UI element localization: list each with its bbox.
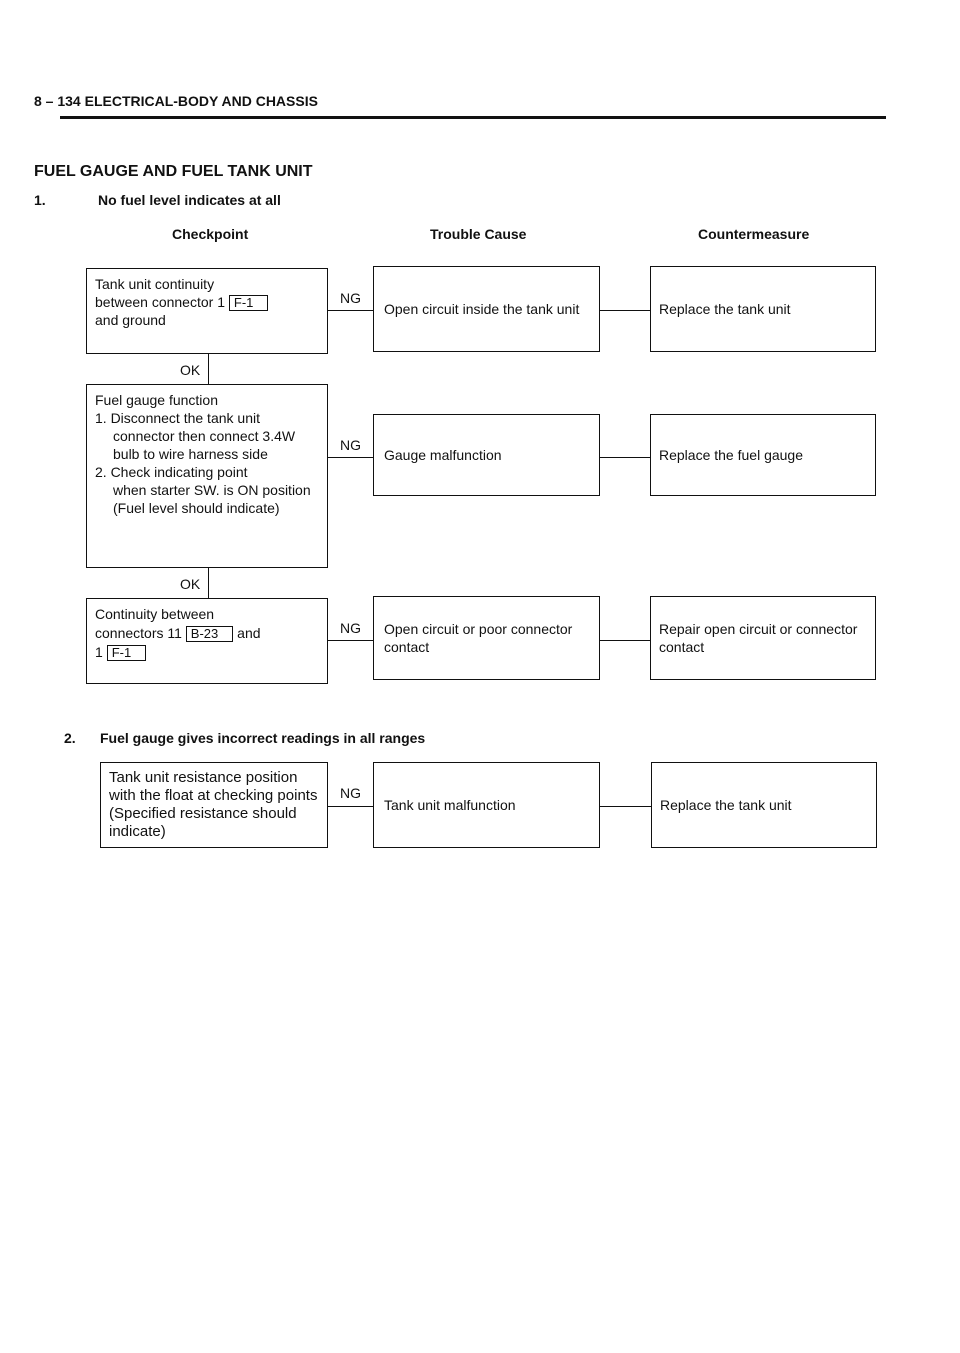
ng-label: NG — [340, 290, 361, 306]
page-header: 8 – 134 ELECTRICAL-BODY AND CHASSIS — [34, 93, 318, 109]
connector-line — [328, 640, 374, 641]
checkpoint-text: 2. Check indicating point — [95, 464, 248, 480]
connector-line — [328, 806, 374, 807]
cause-box-open-circuit-poor-contact: Open circuit or poor connector contact — [373, 596, 600, 680]
section-2-heading — [64, 730, 664, 750]
connector-line — [600, 640, 650, 641]
checkpoint-box-continuity-connectors — [86, 598, 328, 684]
ok-connector-line — [208, 568, 209, 598]
connector-line — [600, 457, 650, 458]
cause-box-gauge-malfunction: Gauge malfunction — [373, 414, 600, 496]
countermeasure-box-replace-gauge: Replace the fuel gauge — [650, 414, 876, 496]
checkpoint-box-tank-continuity — [86, 268, 328, 354]
checkpoint-box-fuel-gauge-function — [86, 384, 328, 568]
ok-connector-line — [208, 354, 209, 384]
checkpoint-box-tank-resistance: Tank unit resistance position with the float at checking points (Specified resistance should indicate) — [100, 762, 328, 848]
ng-label: NG — [340, 437, 361, 453]
document-title: FUEL GAUGE AND FUEL TANK UNIT — [34, 163, 313, 180]
section-1-heading — [34, 192, 634, 212]
section-2-number: 2. — [64, 730, 76, 746]
column-trouble-cause: Trouble Cause — [430, 226, 527, 242]
section-1-number: 1. — [34, 192, 46, 208]
checkpoint-text: when starter SW. is ON position (Fuel level should indicate) — [113, 482, 311, 516]
column-countermeasure: Countermeasure — [698, 226, 810, 242]
checkpoint-text: Tank unit continuity — [95, 276, 215, 292]
checkpoint-text: 1. Disconnect the tank unit — [95, 410, 260, 426]
ok-label: OK — [180, 576, 201, 592]
connector-line — [600, 806, 652, 807]
checkpoint-text: 1 — [95, 644, 103, 660]
section-2-title: Fuel gauge gives incorrect readings in all ranges — [100, 730, 426, 746]
column-checkpoint: Checkpoint — [172, 226, 249, 242]
connector-ref-badge: F-1 — [229, 295, 269, 311]
connector-line — [600, 310, 650, 311]
connector-ref-badge: B-23 — [186, 626, 233, 642]
connector-line — [328, 457, 374, 458]
checkpoint-text: between connector 1 — [95, 294, 225, 310]
countermeasure-box-replace-tank-2: Replace the tank unit — [651, 762, 877, 848]
connector-ref-badge: F-1 — [107, 645, 147, 661]
cause-box-open-circuit-tank: Open circuit inside the tank unit — [373, 266, 600, 352]
checkpoint-text: Continuity between — [95, 606, 215, 622]
connector-line — [328, 310, 374, 311]
ok-label: OK — [180, 362, 201, 378]
checkpoint-text: and ground — [95, 312, 166, 328]
countermeasure-box-repair-open-circuit: Repair open circuit or connector contact — [650, 596, 876, 680]
countermeasure-box-replace-tank: Replace the tank unit — [650, 266, 876, 352]
checkpoint-text: Fuel gauge function — [95, 392, 218, 408]
header-rule — [60, 116, 886, 119]
checkpoint-text: connectors 11 — [95, 625, 182, 641]
ng-label: NG — [340, 620, 361, 636]
section-1-title: No fuel level indicates at all — [98, 192, 281, 208]
cause-box-tank-unit-malfunction: Tank unit malfunction — [373, 762, 600, 848]
checkpoint-text: connector then connect 3.4W bulb to wire harness side — [113, 428, 296, 462]
checkpoint-text: and — [237, 625, 261, 641]
ng-label: NG — [340, 785, 361, 801]
